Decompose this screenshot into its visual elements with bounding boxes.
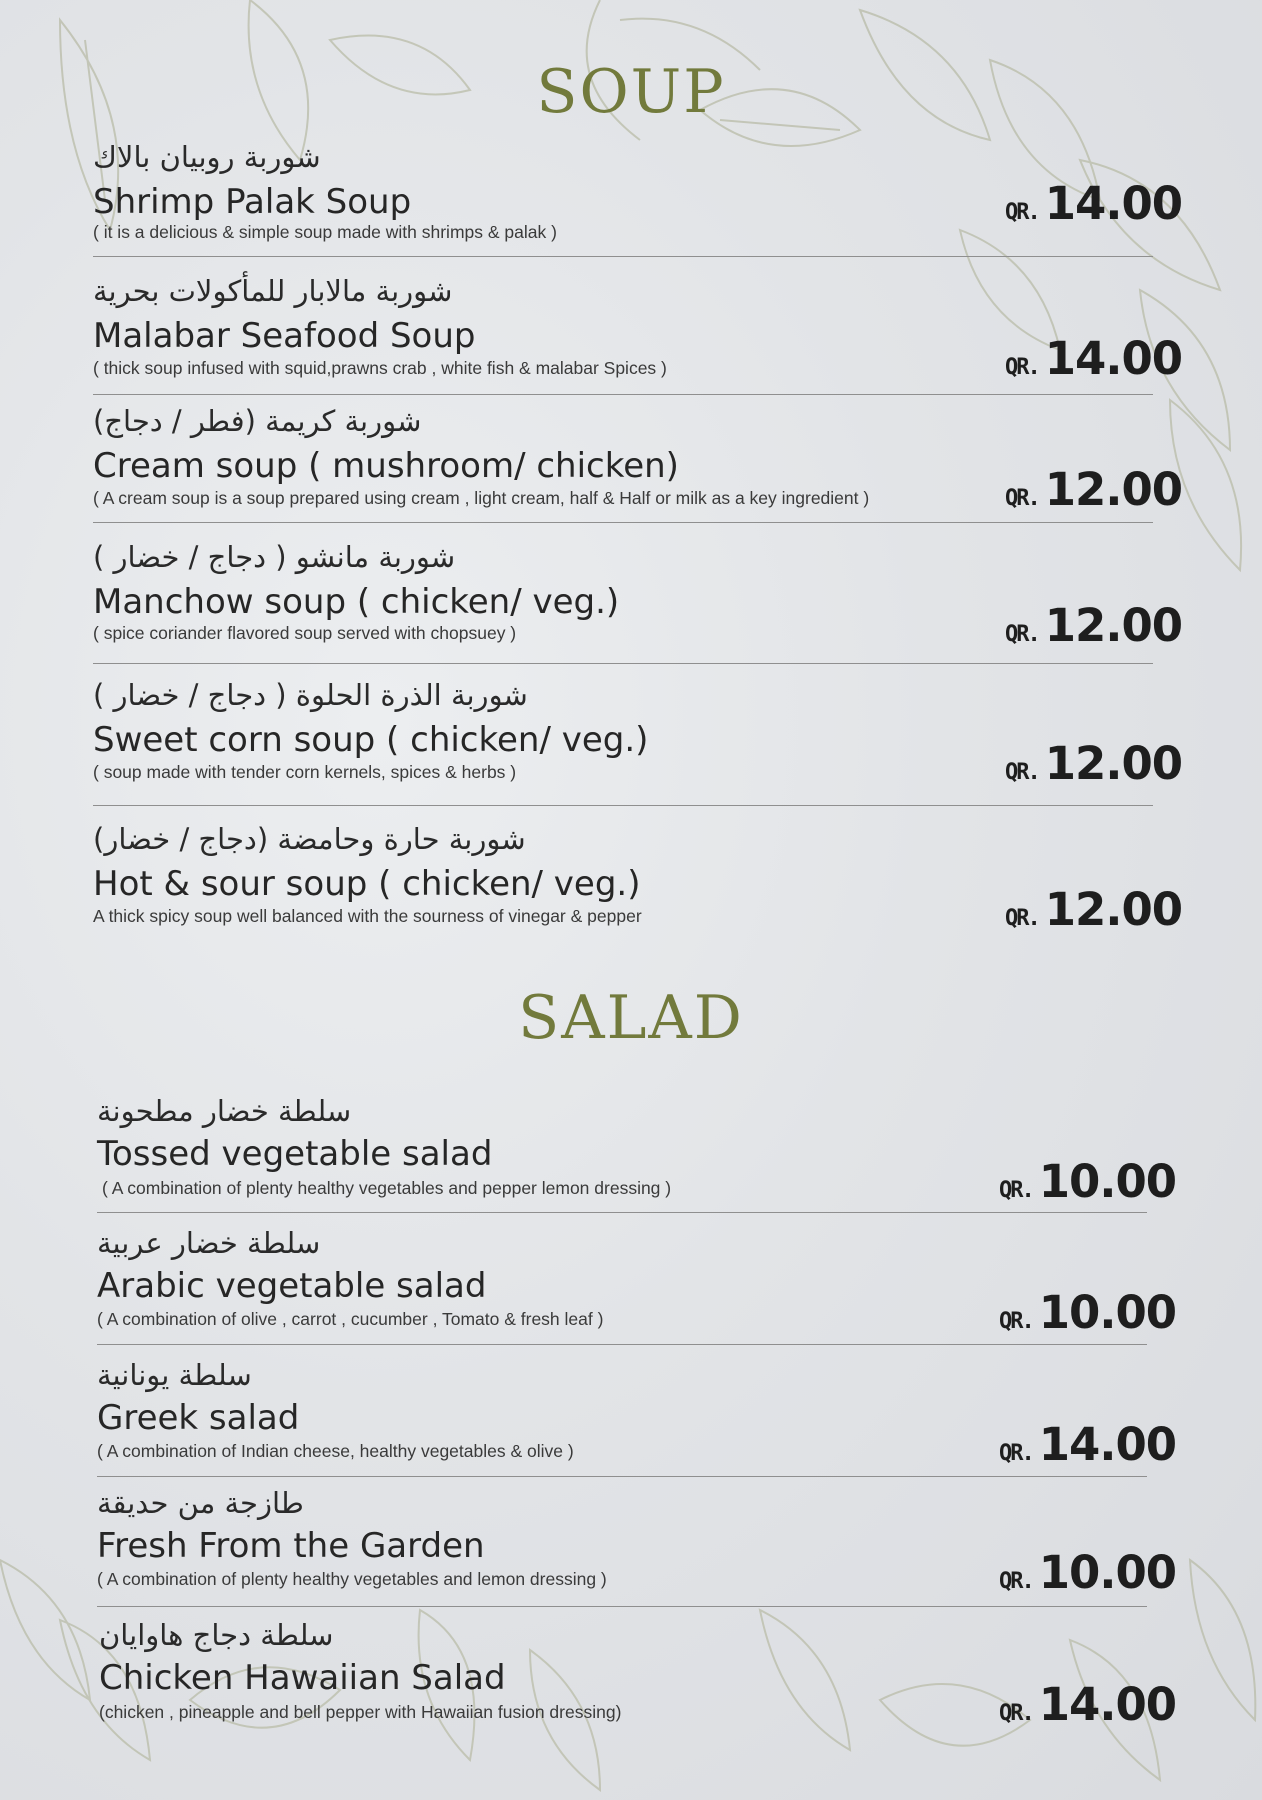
item-divider (97, 1344, 1147, 1345)
item-description: ( soup made with tender corn kernels, spices & herbs ) (93, 762, 517, 782)
item-price: QR. 10.00 (999, 1546, 1177, 1599)
item-price: QR. 12.00 (1005, 599, 1183, 652)
item-english-name: Tossed vegetable salad (97, 1134, 493, 1174)
item-price: QR. 14.00 (1005, 332, 1183, 385)
item-english-name: Manchow soup ( chicken/ veg.) (93, 582, 620, 622)
currency-label: QR. (1005, 200, 1039, 225)
currency-label: QR. (999, 1569, 1033, 1594)
item-description: ( A combination of plenty healthy vegetables and lemon dressing ) (97, 1569, 607, 1589)
item-description: A thick spicy soup well balanced with the sourness of vinegar & pepper (93, 906, 642, 926)
item-english-name: Arabic vegetable salad (97, 1266, 487, 1306)
item-english-name: Fresh From the Garden (97, 1526, 485, 1566)
item-arabic-name: سلطة خضار عربية (97, 1226, 321, 1260)
item-price: QR. 12.00 (1005, 463, 1183, 516)
item-divider (97, 1476, 1147, 1477)
item-price: QR. 10.00 (999, 1155, 1177, 1208)
currency-label: QR. (1005, 760, 1039, 785)
item-description: (chicken , pineapple and bell pepper with Hawaiian fusion dressing) (99, 1702, 622, 1722)
item-divider (97, 1212, 1147, 1213)
item-divider (93, 256, 1153, 257)
item-arabic-name: شوربة روبيان بالاك (93, 140, 321, 174)
item-arabic-name: سلطة دجاج هاوايان (99, 1618, 334, 1652)
salad-section-title: SALAD (518, 983, 744, 1053)
currency-label: QR. (1005, 622, 1039, 647)
item-price: QR. 10.00 (999, 1286, 1177, 1339)
currency-label: QR. (1005, 486, 1039, 511)
item-divider (93, 663, 1153, 664)
currency-label: QR. (999, 1441, 1033, 1466)
currency-label: QR. (1005, 906, 1039, 931)
currency-label: QR. (999, 1701, 1033, 1726)
item-english-name: Sweet corn soup ( chicken/ veg.) (93, 720, 649, 760)
item-arabic-name: سلطة يونانية (97, 1358, 252, 1392)
item-arabic-name: طازجة من حديقة (97, 1486, 304, 1520)
currency-label: QR. (999, 1309, 1033, 1334)
item-description: ( A combination of olive , carrot , cucumber , Tomato & fresh leaf ) (97, 1309, 604, 1329)
item-divider (93, 394, 1153, 395)
item-description: ( spice coriander flavored soup served with chopsuey ) (93, 623, 517, 643)
item-divider (97, 1606, 1147, 1607)
item-price: QR. 12.00 (1005, 737, 1183, 790)
item-english-name: Shrimp Palak Soup (93, 182, 412, 222)
item-arabic-name: سلطة خضار مطحونة (97, 1094, 352, 1128)
item-arabic-name: شوربة حارة وحامضة (دجاج / خضار) (93, 822, 526, 856)
item-arabic-name: شوربة كريمة (فطر / دجاج) (93, 404, 422, 438)
item-english-name: Chicken Hawaiian Salad (99, 1658, 506, 1698)
currency-label: QR. (999, 1178, 1033, 1203)
item-price: QR. 14.00 (999, 1678, 1177, 1731)
item-divider (93, 522, 1153, 523)
item-price: QR. 14.00 (999, 1418, 1177, 1471)
item-arabic-name: شوربة الذرة الحلوة ( دجاج / خضار ) (93, 678, 528, 712)
item-arabic-name: شوربة مانشو ( دجاج / خضار ) (93, 540, 456, 574)
soup-section-title: SOUP (536, 57, 726, 127)
item-divider (93, 805, 1153, 806)
item-arabic-name: شوربة مالابار للمأكولات بحرية (93, 274, 453, 308)
item-english-name: Malabar Seafood Soup (93, 316, 476, 356)
item-description: ( A cream soup is a soup prepared using cream , light cream, half & Half or milk as a key ingredient ) (93, 488, 870, 508)
item-english-name: Cream soup ( mushroom/ chicken) (93, 446, 679, 486)
item-english-name: Greek salad (97, 1398, 300, 1438)
item-english-name: Hot & sour soup ( chicken/ veg.) (93, 864, 641, 904)
item-description: ( A combination of plenty healthy vegetables and pepper lemon dressing ) (102, 1178, 672, 1198)
item-description: ( it is a delicious & simple soup made with shrimps & palak ) (93, 222, 557, 242)
item-description: ( thick soup infused with squid,prawns crab , white fish & malabar Spices ) (93, 358, 667, 378)
item-description: ( A combination of Indian cheese, healthy vegetables & olive ) (97, 1441, 574, 1461)
item-price: QR. 12.00 (1005, 883, 1183, 936)
item-price: QR. 14.00 (1005, 177, 1183, 230)
currency-label: QR. (1005, 355, 1039, 380)
